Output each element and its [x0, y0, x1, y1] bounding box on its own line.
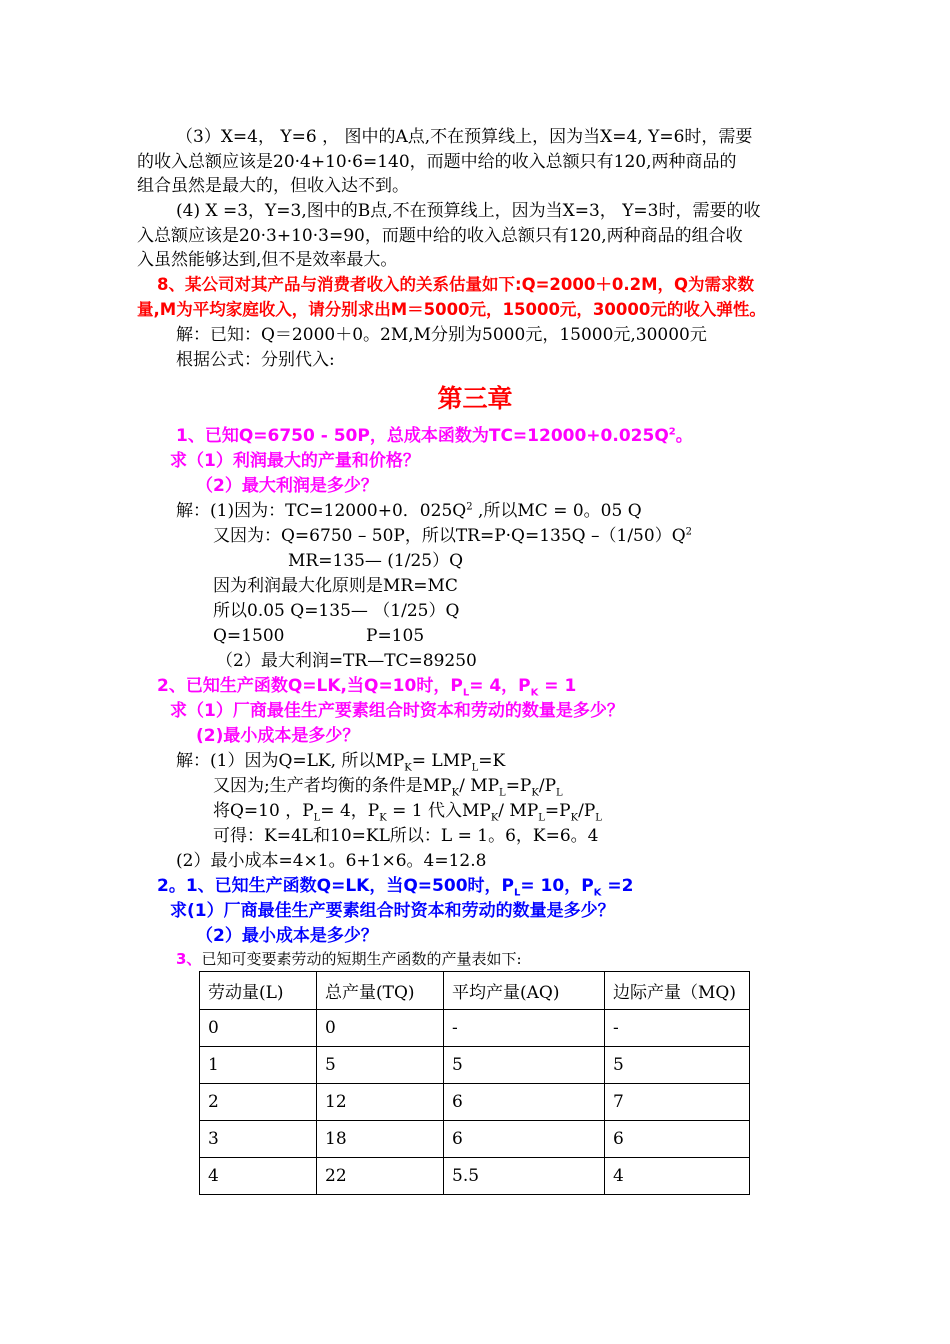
- table-cell: 5: [317, 1047, 444, 1084]
- table-header-cell: 总产量(TQ): [317, 972, 444, 1010]
- problem-2-1-part-1: 求(1）厂商最佳生产要素组合时资本和劳动的数量是多少？: [170, 901, 615, 921]
- problem-3-number: 3、: [176, 950, 202, 968]
- table-cell: 6: [444, 1084, 605, 1121]
- problem-1-part-2: （2）最大利润是多少？: [196, 476, 378, 496]
- para-3-line-3: 组合虽然是最大的，但收入达不到。: [137, 176, 409, 196]
- problem-1-solution-5: 所以0.05 Q=135— （1/25）Q: [213, 601, 460, 621]
- problem-1-solution-q: Q=1500: [213, 626, 285, 646]
- problem-2-solution-1: 解：(1）因为Q=LK, 所以$MP_K= LMP_L=K$: [176, 751, 506, 774]
- problem-1-solution-7: （2）最大利润=TR—TC=89250: [216, 651, 477, 671]
- production-table: [199, 971, 750, 1195]
- problem-2-solution-3: 将Q=10 ，$P_L= 4$，$P_K = 1$ 代入$MP_K/$ $MP_L=P_K/P_L$: [213, 801, 602, 824]
- table-cell: 2: [200, 1084, 317, 1121]
- question-8-line-1: 8、某公司对其产品与消费者收入的关系估量如下:Q=2000＋0.2M，Q为需求数: [157, 275, 755, 294]
- problem-1-solution-p: P=105: [366, 626, 425, 646]
- table-cell: 5.5: [444, 1158, 605, 1195]
- table-cell: 3: [200, 1121, 317, 1158]
- table-cell: -: [444, 1010, 605, 1047]
- problem-2-1-part-2: （2）最小成本是多少？: [196, 926, 378, 946]
- para-4-line-3: 入虽然能够达到,但不是效率最大。: [137, 250, 398, 270]
- table-cell: -: [605, 1010, 750, 1047]
- problem-2-part-1: 求（1）厂商最佳生产要素组合时资本和劳动的数量是多少？: [170, 701, 624, 721]
- table-header-row: [200, 972, 750, 1010]
- para-3-line-2: 的收入总额应该是20·4+10·6=140，而题中给的收入总额只有120,两种商品的: [137, 152, 737, 172]
- table-cell: 22: [317, 1158, 444, 1195]
- problem-2-1-statement: 2。1、已知生产函数Q=LK，当Q=500时，$P_L= 10$，$P_K =2$: [157, 876, 634, 899]
- table-cell: 5: [605, 1047, 750, 1084]
- problem-2-solution-4: 可得：K=4L和10=KL所以：L = 1。6，K=6。4: [213, 826, 599, 846]
- question-8-solution-line-1: 解：已知：Q＝2000＋0。2M,M分别为5000元，15000元,30000元: [176, 325, 707, 345]
- table-cell: 6: [444, 1121, 605, 1158]
- table-cell: 4: [605, 1158, 750, 1195]
- question-8-line-2: 量,M为平均家庭收入，请分别求出M＝5000元，15000元，30000元的收入弹性。: [137, 300, 766, 319]
- table-cell: 0: [200, 1010, 317, 1047]
- table-row: [200, 1084, 750, 1121]
- table-cell: 6: [605, 1121, 750, 1158]
- table-header-cell: 边际产量（MQ): [605, 972, 750, 1010]
- chapter-heading: 第三章: [437, 384, 513, 413]
- table-cell: 0: [317, 1010, 444, 1047]
- table-row: [200, 1121, 750, 1158]
- para-4-line-1: (4) X =3，Y=3,图中的B点,不在预算线上，因为当X=3， Y=3时，需要的收: [176, 201, 761, 221]
- problem-1-solution-4: 因为利润最大化原则是MR=MC: [213, 576, 458, 596]
- table-row: [200, 1158, 750, 1195]
- table-cell: 1: [200, 1047, 317, 1084]
- table-cell: 12: [317, 1084, 444, 1121]
- problem-2-part-2: (2)最小成本是多少？: [196, 726, 360, 746]
- table-cell: 7: [605, 1084, 750, 1121]
- table-cell: 5: [444, 1047, 605, 1084]
- problem-2-statement: 2、已知生产函数Q=LK,当Q=10时，$P_L= 4$，$P_K = 1$: [157, 676, 577, 699]
- table-row: [200, 1010, 750, 1047]
- table-header-cell: 劳动量(L): [200, 972, 317, 1010]
- problem-2-solution-2: 又因为;生产者均衡的条件是$MP_K/$ $MP_L=P_K/P_L$: [213, 776, 563, 799]
- problem-2-solution-5: (2）最小成本=4×1。6+1×6。4=12.8: [176, 851, 487, 871]
- table-cell: 18: [317, 1121, 444, 1158]
- para-3-line-1: （3）X=4， Y=6 ， 图中的A点,不在预算线上，因为当X=4, Y=6时，需要: [176, 127, 753, 147]
- table-header-cell: 平均产量(AQ): [444, 972, 605, 1010]
- problem-3-statement: 3、已知可变要素劳动的短期生产函数的产量表如下:: [176, 950, 522, 968]
- problem-1-solution-1: 解：(1)因为：TC=12000+0．$025Q^2$ ,所以MC = 0。05 Q: [176, 501, 642, 521]
- table-row: [200, 1047, 750, 1084]
- problem-1-solution-3: MR=135— (1/25）Q: [288, 551, 464, 571]
- problem-1-statement: 1、已知Q=6750 - 50P，总成本函数为$TC=12000+0.025Q^2$。: [176, 426, 693, 446]
- question-8-solution-line-2: 根据公式：分别代入:: [176, 350, 335, 370]
- table-cell: 4: [200, 1158, 317, 1195]
- problem-1-solution-2: 又因为：Q=6750 – 50P，所以TR=P·Q=135Q $-(1/50)Q^2$: [213, 526, 693, 546]
- problem-1-part-1: 求（1）利润最大的产量和价格？: [170, 451, 420, 471]
- para-4-line-2: 入总额应该是20·3+10·3=90，而题中给的收入总额只有120,两种商品的组合收: [137, 226, 743, 246]
